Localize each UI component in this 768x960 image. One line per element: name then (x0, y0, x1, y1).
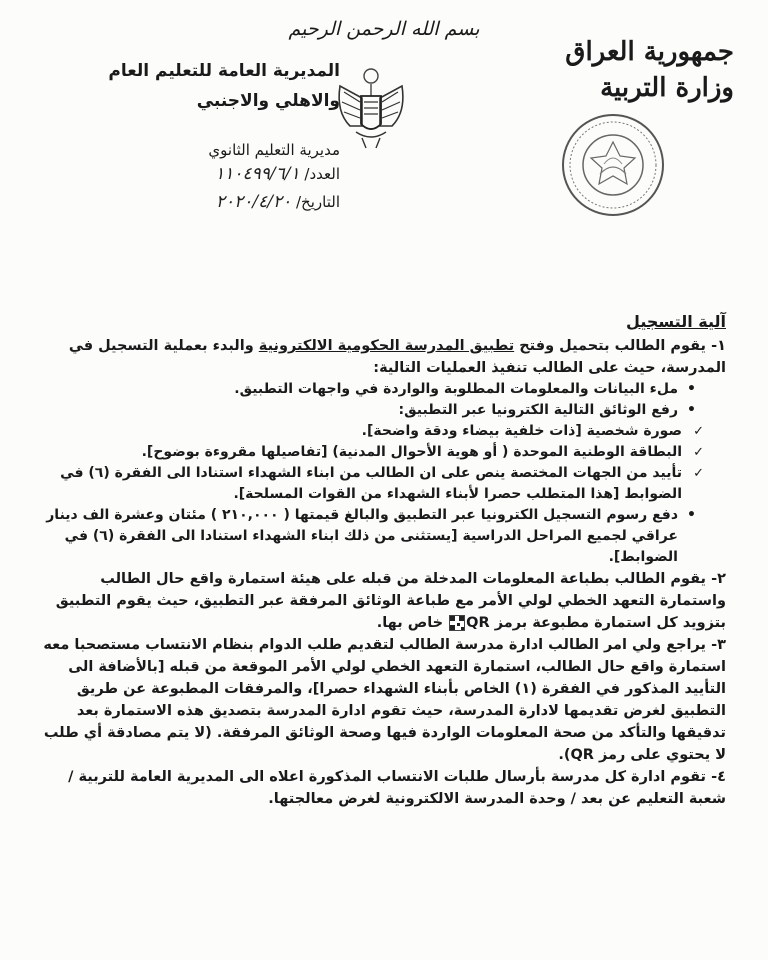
check-item: ✓ صورة شخصية [ذات خلفية بيضاء ودقة واضحة]. (38, 421, 682, 442)
item-number: ٢- (711, 571, 726, 587)
item-text: يراجع ولي امر الطالب ادارة مدرسة الطالب لتقديم طلب الدوام بنظام الانتساب مستصحبا معه استمارة واقع حال الطالب، استمارة التعهد الخطي لولي الأمر الموقعة من قبله [بالأضافة الى التأييد المذكور في الفقرة (١) الخاص بأبناء الشهداء حصرا]، والمرفقات المطبوعة عن طريق التطبيق لغرض تقديمها لادارة المدرسة، حيث تقوم ادارة المدرسة بتصديق هذه الاستمارة بعد تدقيقها والتأكد من صحة المعلومات الواردة فيها وصحة الوثائق المرفقة. (لا يتم مصادقة أي طلب لا يحتوي على رمز QR). (43, 637, 726, 763)
section-title: آلية التسجيل (626, 312, 726, 331)
directorate-line-1: المديرية العامة للتعليم العام (108, 61, 340, 81)
basmala: بسم الله الرحمن الرحيم (288, 18, 480, 40)
item-text: تقوم ادارة كل مدرسة بأرسال طلبات الانتساب المذكورة اعلاه الى المديرية العامة للتربية / شعبة التعليم عن بعد / وحدة المدرسة الالكترونية لغرض معالجتها. (68, 769, 726, 807)
bullet-item: • ملء البيانات والمعلومات المطلوبة والواردة في واجهات التطبيق. (38, 379, 678, 400)
date-value: ٢٠٢٠/٤/٢٠ (215, 192, 292, 212)
directorate-name (40, 56, 340, 116)
item-number: ٤- (711, 769, 726, 785)
app-name: تطبيق المدرسة الحكومية الالكترونية (258, 338, 515, 354)
number-label: العدد/ (304, 165, 340, 183)
item-text-cont: والبدء بعملية التسجيل في المدرسة، حيث على الطالب تنفيذ العمليات التالية: (68, 338, 726, 376)
list-item (38, 766, 726, 810)
qr-code-icon (450, 616, 464, 630)
check-item: ✓ تأييد من الجهات المختصة ينص على ان الطالب من ابناء الشهداء استنادا الى الفقرة (٦) في الضوابط [هذا المتطلب حصرا لأبناء الشهداء من القوات المسلحة]. (38, 463, 682, 505)
check-item: ✓ البطاقة الوطنية الموحدة ( أو هوية الأحوال المدنية) [تفاصيلها مقروءة بوضوح]. (38, 442, 682, 463)
item-text: يقوم الطالب بتحميل وفتح (514, 338, 706, 354)
bullet-item: • دفع رسوم التسجيل الكترونيا عبر التطبيق والبالغ قيمتها ( ٢١٠,٠٠٠ ) مئتان وعشرة الف دينار عراقي لجميع المراحل الدراسية [يستثنى من ذلك ابناء الشهداء استنادا الى الفقرة (٦) في الضوابط]. (38, 505, 678, 568)
item-text-cont: خاص بها. (376, 615, 449, 631)
document-body (38, 312, 726, 810)
reference-date (40, 192, 340, 212)
date-label: التاريخ/ (296, 193, 340, 211)
list-item (38, 335, 726, 379)
ministry-seal-icon (560, 112, 666, 218)
bullet-item: • رفع الوثائق التالية الكترونيا عبر التطبيق: (38, 400, 678, 421)
reference-number (40, 164, 340, 184)
list-item (38, 568, 726, 634)
ministry-header (565, 34, 734, 106)
item-number: ٣- (711, 637, 726, 653)
secondary-directorate: مديرية التعليم الثانوي (208, 141, 340, 159)
republic-name: جمهورية العراق (565, 37, 734, 67)
directorate-line-2: والاهلي والاجنبي (196, 91, 340, 111)
list-item (38, 634, 726, 766)
item-number: ١- (711, 338, 726, 354)
emblem-icon (332, 62, 410, 154)
item-text: يقوم الطالب بطباعة المعلومات المدخلة من قبله على هيئة استمارة واقع حال الطالب واستمارة التعهد الخطي لولي الأمر مع طباعة الوثائق المرفقة عبر التطبيق، حيث يقوم التطبيق بتزويد كل استمارة مطبوعة برمز QR (55, 571, 726, 631)
ministry-name: وزارة التربية (600, 73, 734, 103)
number-value: ١١٠٤٩٩/٦/١ (215, 164, 300, 184)
